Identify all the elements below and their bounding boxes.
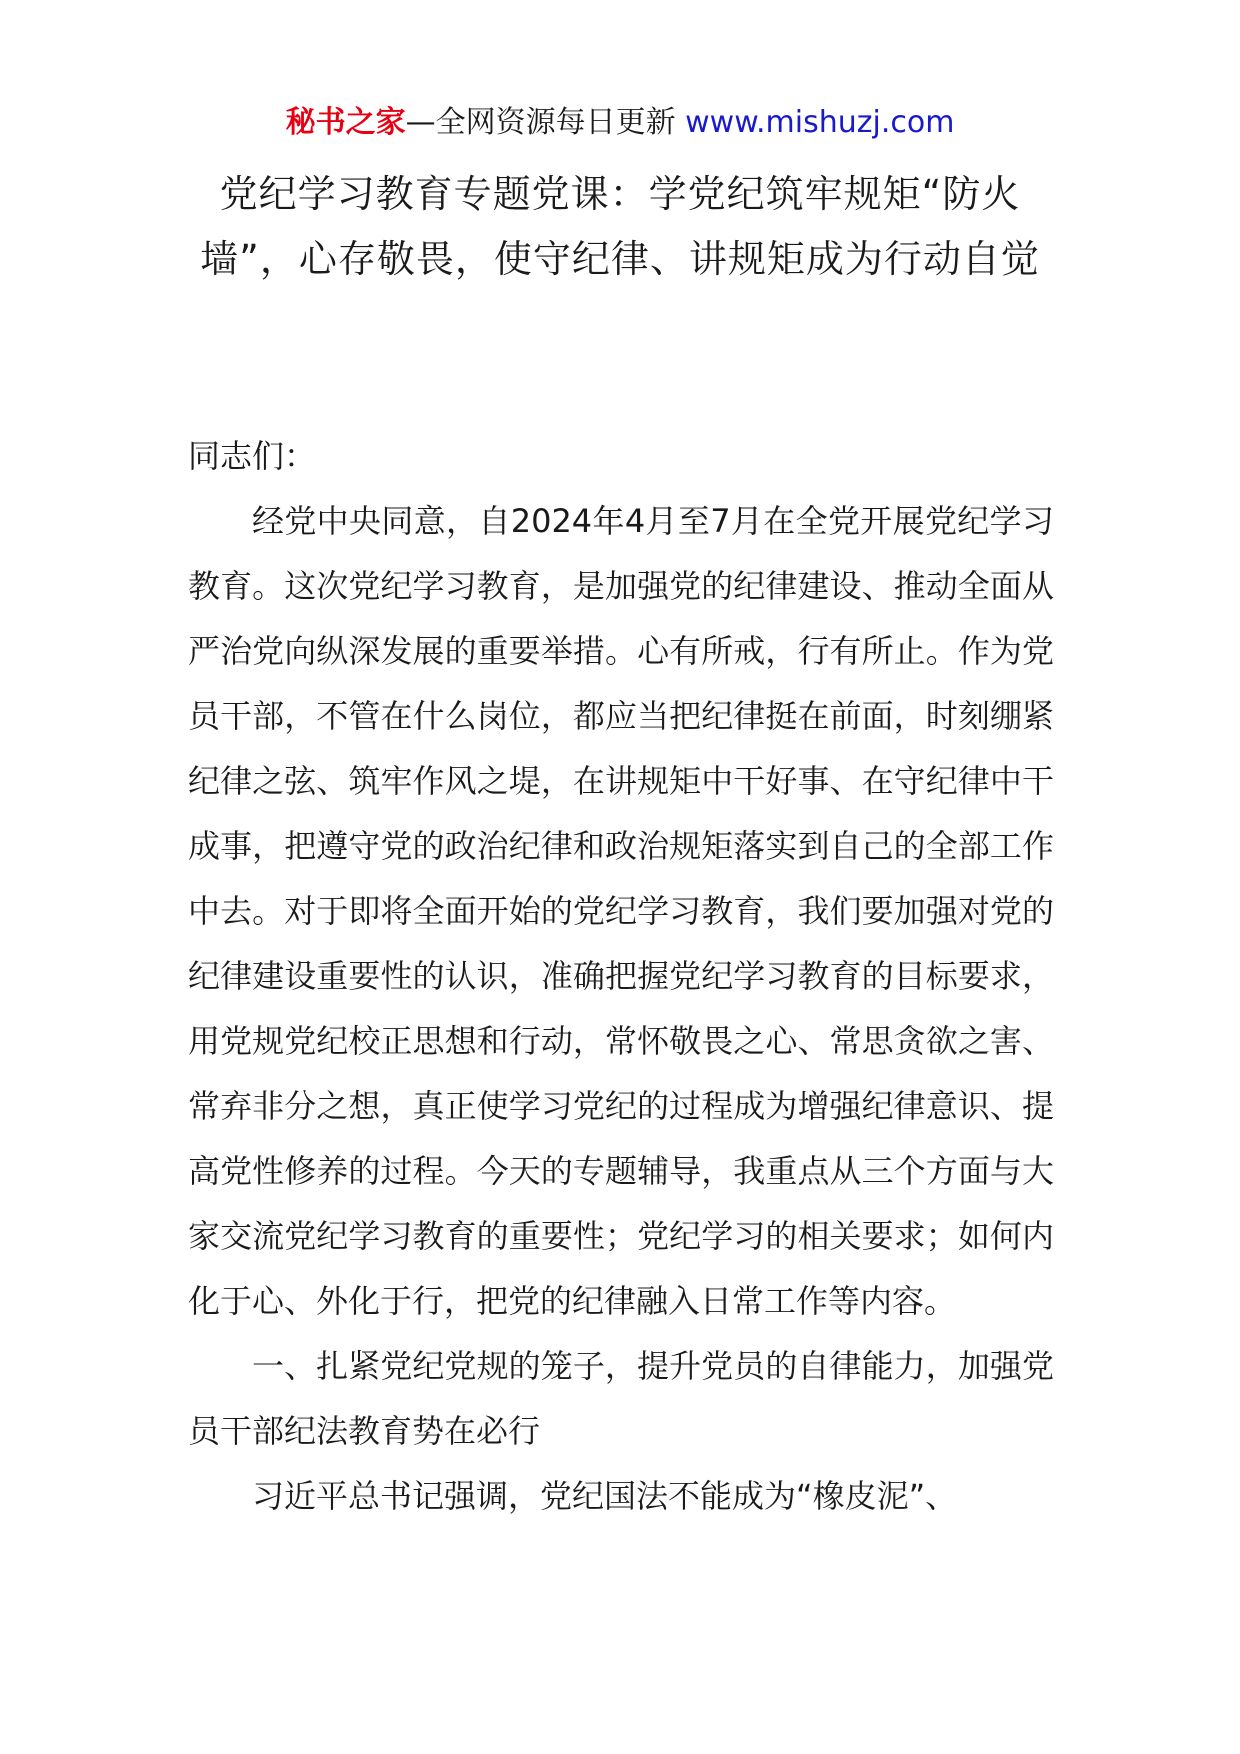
body-paragraph: 习近平总书记强调，党纪国法不能成为“橡皮泥”、: [252, 1477, 958, 1515]
section-heading: 一、扎紧党纪党规的笼子，提升党员的自律能力，加强党员干部纪法教育势在必行: [188, 1347, 1054, 1450]
salutation: 同志们：: [188, 437, 317, 475]
header-tagline: —全网资源每日更新: [405, 105, 676, 140]
body-paragraph: 经党中央同意，自2024年4月至7月在全党开展党纪学习教育。这次党纪学习教育，是加强党的纪律建设、推动全面从严治党向纵深发展的重要举措。心有所戒，行有所止。作为党员干部，不管在什么岗位，都应当把纪律挺在前面，时刻绷紧纪律之弦、筑牢作风之堤，在讲规矩中干好事、在守纪律中干成事，把遵守党的政治纪律和政治规矩落实到自己的全部工作中去。对于即将全面开始的党纪学习教育，我们要加强对党的纪律建设重要性的认识，准确把握党纪学习教育的目标要求，用党规党纪校正思想和行动，常怀敬畏之心、常思贪欲之害、常弃非分之想，真正使学习党纪的过程成为增强纪律意识、提高党性修养的过程。今天的专题辅导，我重点从三个方面与大家交流党纪学习教育的重要性；党纪学习的相关要求；如何内化于心、外化于行，把党的纪律融入日常工作等内容。: [188, 502, 1054, 1320]
source-header: [0, 100, 1240, 146]
document-title: 党纪学习教育专题党课：学党纪筑牢规矩“防火墙”，心存敬畏，使守纪律、讲规矩成为行动自觉: [200, 172, 1040, 281]
brand-name: 秘书之家: [285, 105, 406, 140]
document-body: [188, 424, 1054, 1529]
site-url-link[interactable]: www.mishuzj.com: [685, 105, 955, 140]
